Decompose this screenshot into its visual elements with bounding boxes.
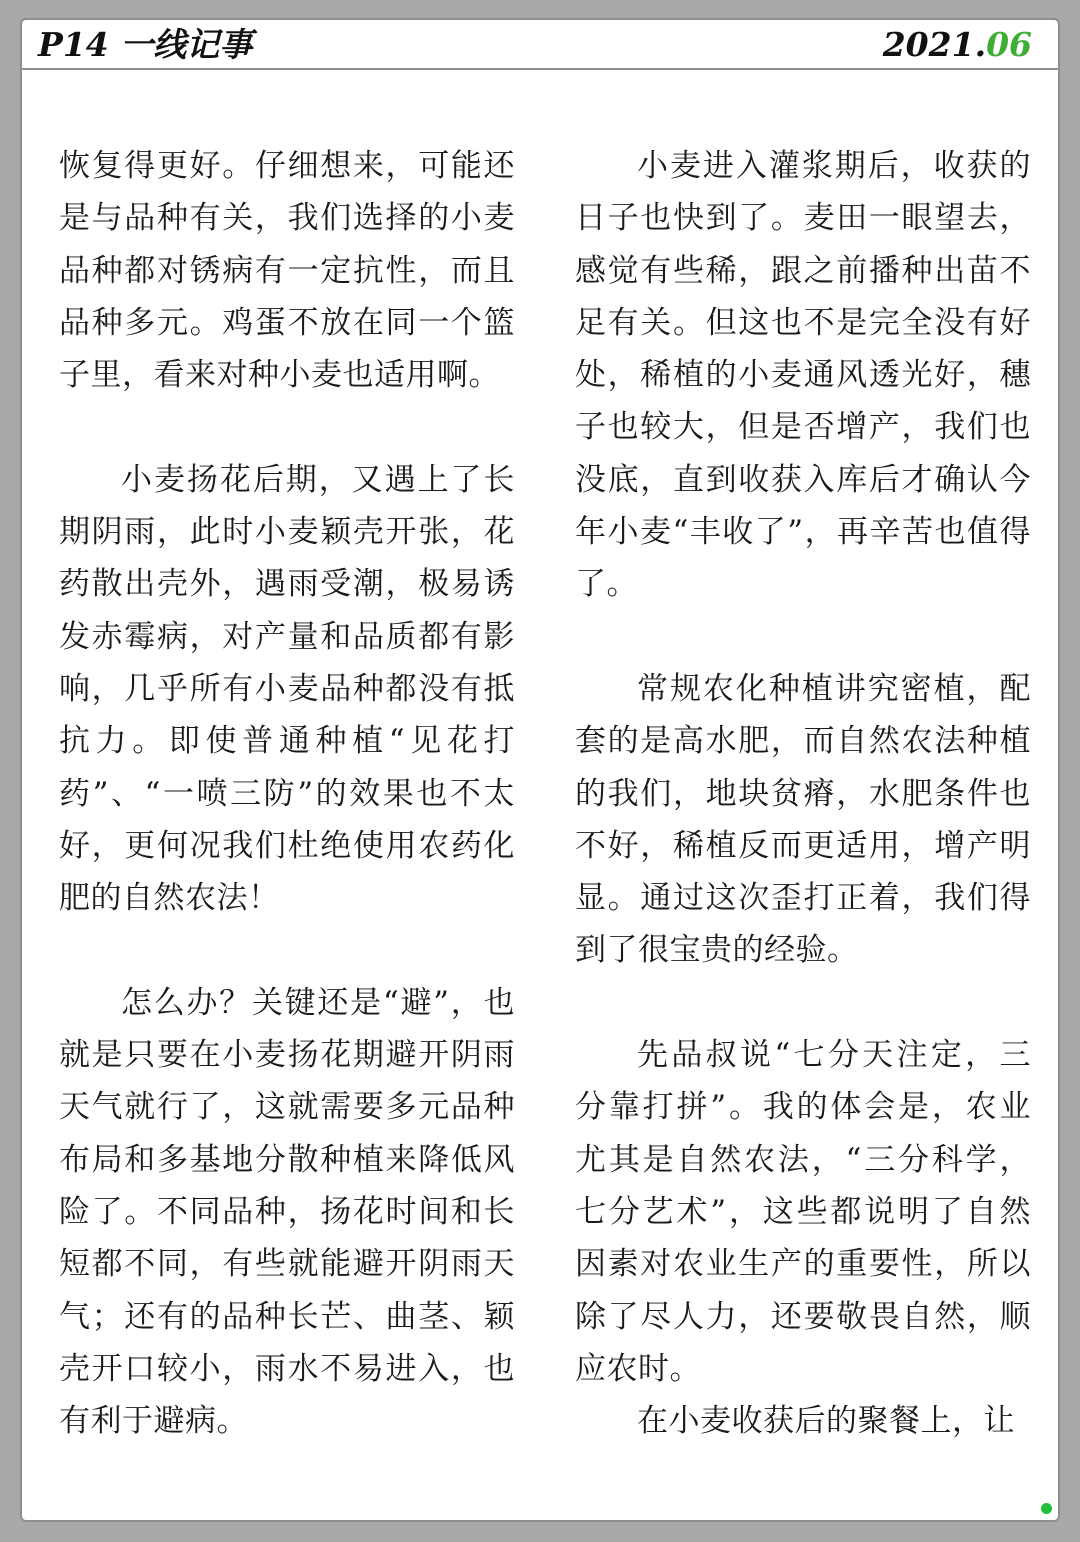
- page-frame: [20, 18, 1060, 1522]
- paragraph: 恢复得更好。仔细想来，可能还是与品种有关，我们选择的小麦品种都对锈病有一定抗性，而且品种多元。鸡蛋不放在同一个篮子里，看来对种小麦也适用啊。: [59, 148, 515, 394]
- issue-month: 06: [986, 25, 1032, 64]
- paragraph: 小麦进入灌浆期后，收获的日子也快到了。麦田一眼望去，感觉有些稀，跟之前播种出苗不足有关。但这也不是完全没有好处，稀植的小麦通风透光好，穗子也较大，但是否增产，我们也没底，直到收获入库后才确认今年小麦“丰收了”，再辛苦也值得了。: [575, 148, 1031, 603]
- paragraph-gap: [59, 924, 515, 976]
- issue-date: [883, 24, 1032, 66]
- left-column: [59, 140, 515, 1447]
- issue-year: 2021.: [882, 25, 987, 64]
- paragraph-gap: [575, 977, 1031, 1029]
- paragraph: 怎么办？关键还是“避”，也就是只要在小麦扬花期避开阴雨天气就行了，这就需要多元品种布局和多基地分散种植来降低风险了。不同品种，扬花时间和长短都不同，有些就能避开阴雨天气；还有的品种长芒、曲茎、颖壳开口较小，雨水不易进入，也有利于避病。: [59, 984, 515, 1440]
- page-header: [22, 20, 1058, 70]
- paragraph: 小麦扬花后期，又遇上了长期阴雨，此时小麦颖壳开张，花药散出壳外，遇雨受潮，极易诱发赤霉病，对产量和品质都有影响，几乎所有小麦品种都没有抵抗力。即使普通种植“见花打药”、“一喷三防”的效果也不太好，更何况我们杜绝使用农药化肥的自然农法！: [59, 461, 515, 917]
- paragraph: 先品叔说“七分天注定，三分靠打拼”。我的体会是，农业尤其是自然农法，“三分科学，七分艺术”，这些都说明了自然因素对农业生产的重要性，所以除了尽人力，还要敬畏自然，顺应农时。: [575, 1037, 1031, 1387]
- paragraph-gap: [59, 401, 515, 453]
- paragraph: 在小麦收获后的聚餐上，让: [637, 1403, 1015, 1440]
- right-column: [575, 140, 1031, 1447]
- status-dot-icon: [1041, 1503, 1052, 1514]
- page-section-label: P14 一线记事: [38, 25, 253, 64]
- paragraph-gap: [575, 611, 1031, 663]
- paragraph: 常规农化种植讲究密植，配套的是高水肥，而自然农法种植的我们，地块贫瘠，水肥条件也不好，稀植反而更适用，增产明显。通过这次歪打正着，我们得到了很宝贵的经验。: [575, 670, 1031, 969]
